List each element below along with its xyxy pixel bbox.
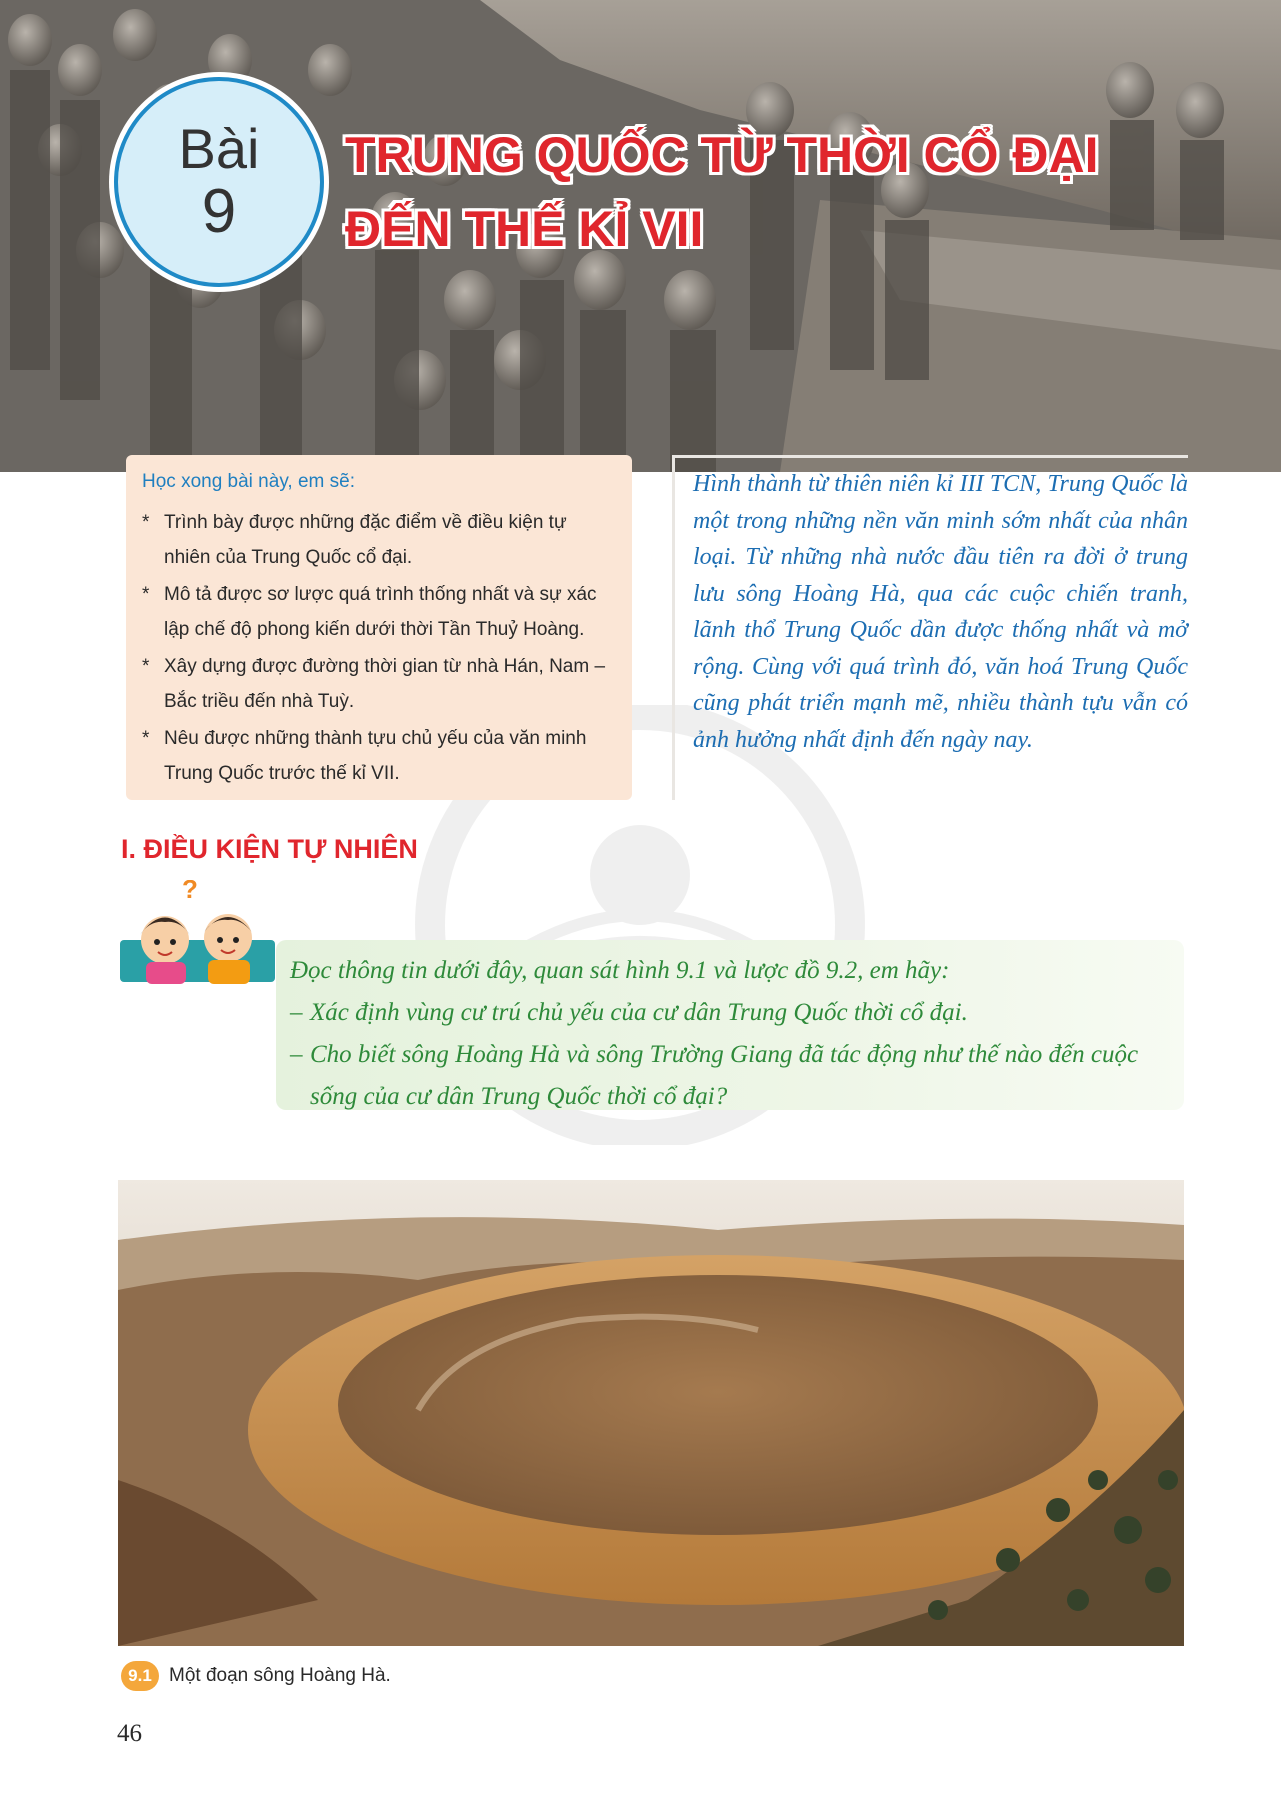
lesson-badge — [114, 77, 324, 287]
learning-objectives-box — [126, 455, 632, 800]
figure-number-badge: 9.1 — [121, 1661, 159, 1691]
lesson-word: Bài — [178, 117, 260, 180]
figure-caption-text: Một đoạn sông Hoàng Hà. — [169, 1665, 391, 1686]
activity-intro: Đọc thông tin dưới đây, quan sát hình 9.1 và lược đồ 9.2, em hãy: — [290, 957, 950, 984]
activity-box — [276, 940, 1184, 1110]
lesson-title-line2: ĐẾN THẾ KỈ VII — [345, 201, 704, 257]
activity-item — [290, 992, 1168, 1034]
objective-item: * Xây dựng được đường thời gian từ nhà Hán, Nam – Bắc triều đến nhà Tuỳ. — [142, 649, 614, 719]
kids-question-illustration — [120, 880, 280, 1000]
activity-dash: – — [290, 1041, 303, 1068]
lesson-title-line1: TRUNG QUỐC TỪ THỜI CỔ ĐẠI — [345, 127, 1099, 183]
objectives-heading: Học xong bài này, em sẽ: — [142, 471, 355, 492]
figure-caption — [121, 1661, 391, 1691]
objective-item: * Mô tả được sơ lược quá trình thống nhất và sự xác lập chế độ phong kiến dưới thời Tần Thuỷ Hoàng. — [142, 577, 614, 647]
intro-paragraph: Hình thành từ thiên niên kỉ III TCN, Trung Quốc là một trong những nền văn minh sớm nhất của nhân loại. Từ những nhà nước đầu tiên ra đời ở trung lưu sông Hoàng Hà, qua các cuộc chiến tranh, lãnh thổ Trung Quốc dần được thống nhất và mở rộng. Cùng với quá trình đó, văn hoá Trung Quốc cũng phát triển mạnh mẽ, nhiều thành tựu vẫn có ảnh hưởng nhất định đến ngày nay. — [672, 455, 1188, 800]
activity-item — [290, 1034, 1168, 1118]
yellow-river-photo — [118, 1180, 1184, 1646]
objectives-list — [142, 505, 614, 791]
activity-item-text: Xác định vùng cư trú chủ yếu của cư dân Trung Quốc thời cổ đại. — [310, 999, 968, 1026]
lesson-number: 9 — [201, 177, 237, 246]
activity-dash: – — [290, 999, 303, 1026]
objective-item: * Trình bày được những đặc điểm về điều kiện tự nhiên của Trung Quốc cổ đại. — [142, 505, 614, 575]
lesson-title — [345, 118, 1245, 266]
yellow-river-illustration — [118, 1180, 1184, 1646]
section-heading: I. ĐIỀU KIỆN TỰ NHIÊN — [121, 834, 418, 864]
page-number: 46 — [117, 1720, 142, 1747]
svg-text:?: ? — [182, 880, 198, 904]
activity-item-text: Cho biết sông Hoàng Hà và sông Trường Giang đã tác động như thế nào đến cuộc sống của cư dân Trung Quốc thời cổ đại? — [310, 1041, 1139, 1110]
hero-photo-terracotta-army — [0, 0, 1281, 472]
objective-item: * Nêu được những thành tựu chủ yếu của văn minh Trung Quốc trước thế kỉ VII. — [142, 721, 614, 791]
